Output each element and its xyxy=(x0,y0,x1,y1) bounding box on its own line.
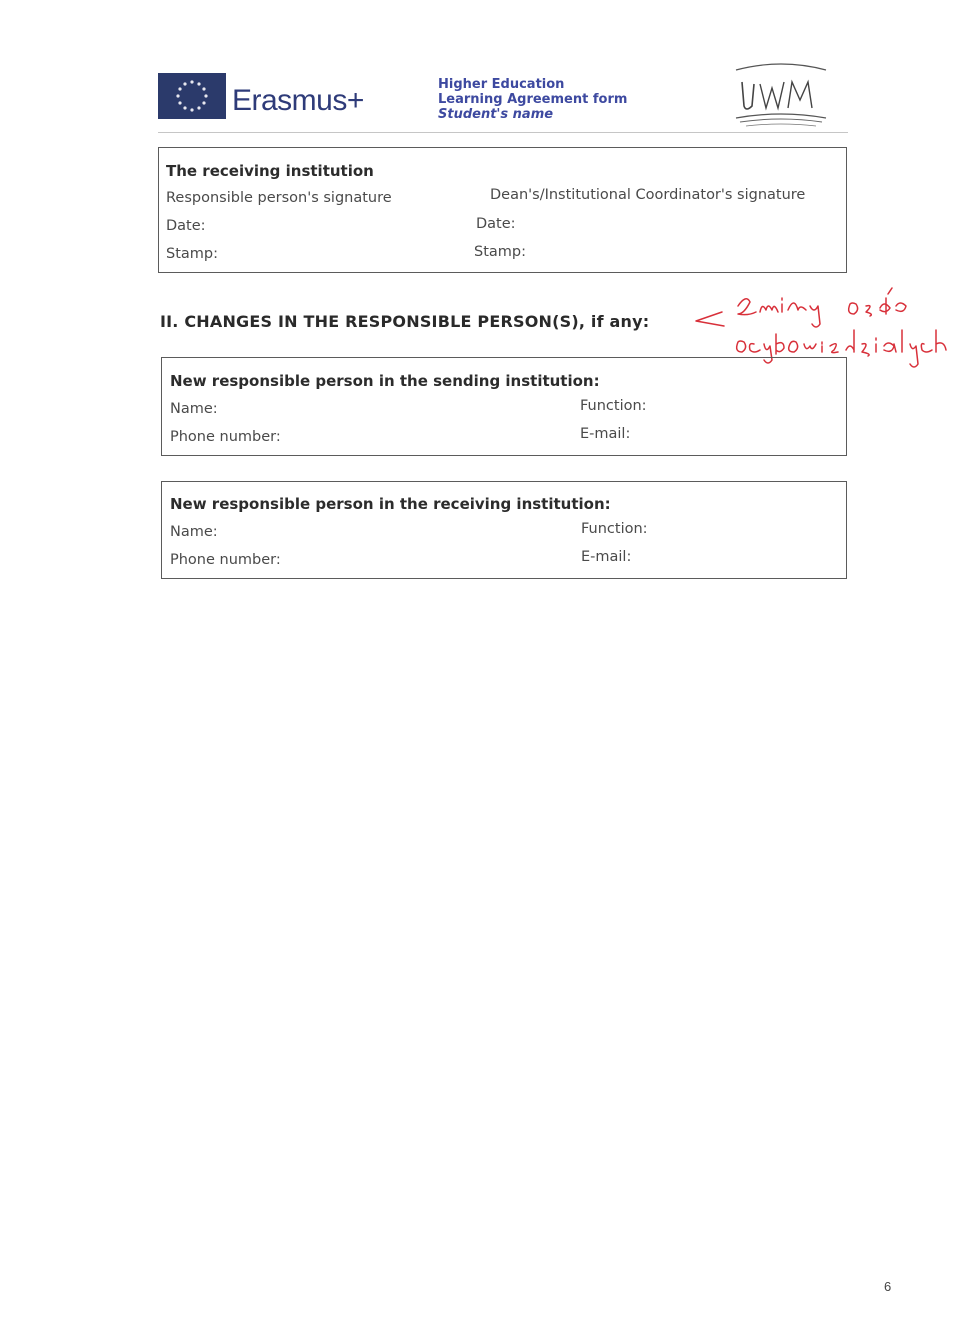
sending-phone-label: Phone number: xyxy=(170,429,281,445)
student-name-label: Student's name xyxy=(438,107,554,122)
sending-name-label: Name: xyxy=(170,401,218,417)
university-logo xyxy=(732,60,830,132)
sending-change-heading: New responsible person in the sending institution: xyxy=(170,372,600,390)
responsible-signature-label: Responsible person's signature xyxy=(166,190,392,206)
erasmus-plus-logo-text: Erasmus+ xyxy=(232,84,364,117)
receiving-change-heading: New responsible person in the receiving institution: xyxy=(170,495,611,513)
receiving-institution-heading: The receiving institution xyxy=(166,162,374,180)
header-divider xyxy=(158,132,848,133)
receiving-function-label: Function: xyxy=(581,521,648,537)
receiving-phone-label: Phone number: xyxy=(170,552,281,568)
date-label-right: Date: xyxy=(476,216,516,232)
receiving-email-label: E-mail: xyxy=(581,549,632,565)
stamp-label-left: Stamp: xyxy=(166,246,218,262)
date-label-left: Date: xyxy=(166,218,206,234)
section-ii-heading: II. CHANGES IN THE RESPONSIBLE PERSON(S), if any: xyxy=(160,312,650,331)
form-title-line2: Learning Agreement form xyxy=(438,92,628,107)
page-number: 6 xyxy=(884,1279,892,1294)
sending-function-label: Function: xyxy=(580,398,647,414)
sending-email-label: E-mail: xyxy=(580,426,631,442)
stamp-label-right: Stamp: xyxy=(474,244,526,260)
form-title-line1: Higher Education xyxy=(438,77,565,92)
eu-flag-logo xyxy=(158,73,226,119)
coordinator-signature-label: Dean's/Institutional Coordinator's signature xyxy=(490,187,806,203)
form-header-text xyxy=(438,77,627,122)
receiving-name-label: Name: xyxy=(170,524,218,540)
